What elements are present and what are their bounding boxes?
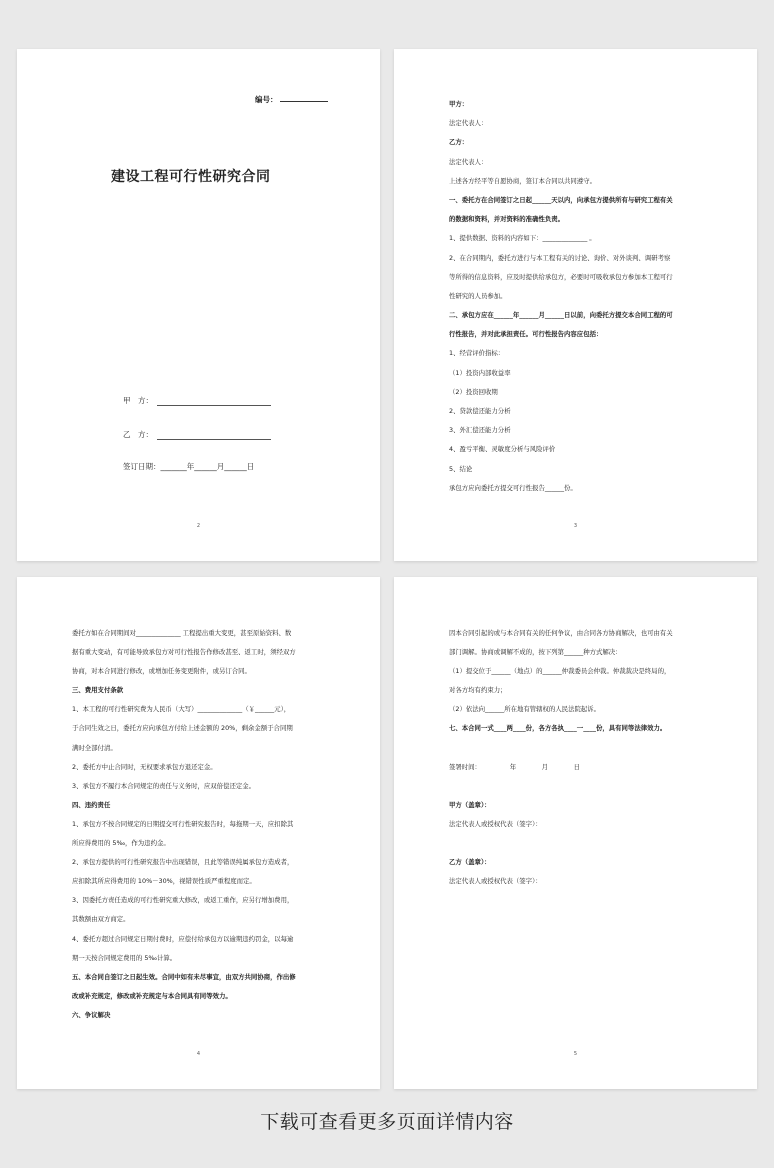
text-line: 3、外汇偿还能力分析 <box>449 426 511 435</box>
text-line: 一、委托方在合同签订之日起______天以内，向承包方提供所有与研究工程有关 <box>449 195 673 204</box>
text-line: 3、承包方不履行本合同规定的责任与义务时，应双倍偿还定金。 <box>72 781 256 790</box>
page-number: 3 <box>573 523 578 529</box>
text-line: 甲方： <box>449 100 469 108</box>
text-line: 2、承包方提供的可行性研究报告中出现错误，且此等错误纯属承包方造成者， <box>72 858 294 867</box>
text-line: 委托方如在合同期间对______________ 工程提出重大变更，甚至原始资料、数 <box>72 629 292 637</box>
text-line: 三、费用支付条款 <box>72 686 124 695</box>
text-line: 于合同生效之日，委托方应向承包方付给上述金额的 20%，剩余金额于合同期 <box>72 724 293 733</box>
text-line: 2、委托方中止合同时，无权要求承包方退还定金。 <box>72 762 217 771</box>
text-line: 签署时间： 年 月 日 <box>449 762 581 771</box>
page-number: 4 <box>196 1051 201 1057</box>
text-line: 4、盈亏平衡、灵敏度分析与风险评价 <box>449 445 556 454</box>
party-a-blank <box>157 397 271 406</box>
text-line: 甲方（盖章）： <box>449 800 491 809</box>
text-line: 五、本合同自签订之日起生效。合同中如有未尽事宜，由双方共同协商，作出修 <box>72 972 296 981</box>
contract-number-blank <box>280 94 328 102</box>
text-line: 的数据和资料，并对资料的准确性负责。 <box>449 215 565 224</box>
text-line: （1）提交位于______（地点）的______仲裁委员会仲裁。仲裁裁决是终局的， <box>449 667 671 676</box>
text-line: 协商，对本合同进行修改，或增加任务变更附件，或另订合同。 <box>72 667 251 676</box>
party-b-blank <box>157 431 271 440</box>
text-line: 乙方： <box>449 138 469 147</box>
contract-title: 建设工程可行性研究合同 <box>111 169 271 185</box>
document-page-5 <box>394 577 757 1089</box>
text-line: 据有重大变动，有可能导致承包方对可行性报告作修改甚至、返工时，须经双方 <box>72 648 296 657</box>
text-line: 因本合同引起的或与本合同有关的任何争议，由合同各方协商解决，也可由有关 <box>449 629 673 637</box>
text-line: 满时全部付清。 <box>72 743 117 752</box>
text-line: 法定代表人或授权代表（签字）： <box>449 819 542 828</box>
text-line: 1、承包方不按合同规定的日期提交可行性研究报告时，每拖期一天，应扣除其 <box>72 819 294 828</box>
text-line: 法定代表人： <box>449 157 488 166</box>
text-line: 四、违约责任 <box>72 800 111 809</box>
party-a-field <box>123 395 271 406</box>
page-body <box>72 624 325 1025</box>
page-body <box>449 95 702 498</box>
download-more-banner[interactable]: 下载可查看更多页面详情内容 <box>260 1111 514 1133</box>
page-number: 5 <box>573 1051 578 1057</box>
document-page-2 <box>17 49 380 561</box>
text-line: 等所得的信息资料，应及时提供给承包方，必要时可吸收承包方参加本工程可行 <box>449 272 673 281</box>
text-line: 二、承包方应在______年______月______日以前，向委托方提交本合同工程的可 <box>449 311 673 320</box>
text-line <box>449 777 702 796</box>
text-line: 2、在合同期内，委托方进行与本工程有关的讨论、询价、对外谈判、调研考察 <box>449 253 671 262</box>
text-line: 3、因委托方责任造成的可行性研究重大修改，或返工重作，应另行增加费用， <box>72 896 294 905</box>
contract-number-label: 编号： <box>255 95 278 104</box>
text-line <box>449 739 702 758</box>
document-page-4 <box>17 577 380 1089</box>
text-line: 所应得费用的 5‰，作为违约金。 <box>72 839 170 848</box>
text-line: 性研究的人员参加。 <box>449 291 507 300</box>
text-line: 期一天按合同规定费用的 5‰计算。 <box>72 953 177 962</box>
text-line: 乙方（盖章）： <box>449 858 491 867</box>
party-b-label: 乙 方： <box>123 430 153 439</box>
text-line: 改或补充规定，修改或补充规定与本合同具有同等效力。 <box>72 991 232 1000</box>
page-body <box>449 624 702 891</box>
text-line: 4、委托方超过合同规定日期付费时，应偿付给承包方以逾期违约罚金，以每逾 <box>72 934 294 943</box>
text-line: 行性报告，并对此承担责任。可行性报告内容应包括： <box>449 330 603 339</box>
text-line: 1、经营评价指标： <box>449 349 505 358</box>
text-line: 应扣除其所应得费用的 10%－30%，视错误性质严重程度而定。 <box>72 877 256 886</box>
sign-date: 签订日期：_______年______月______日 <box>123 462 255 471</box>
text-line: 七、本合同一式____两____份，各方各执____一____份，具有同等法律效力。 <box>449 724 667 733</box>
contract-number <box>255 94 328 105</box>
text-line: （2）投资回收期 <box>449 387 498 396</box>
party-a-label: 甲 方： <box>123 396 153 405</box>
text-line: 六、争议解决 <box>72 1010 111 1019</box>
page-number: 2 <box>196 523 201 529</box>
text-line: 法定代表人或授权代表（签字）： <box>449 877 542 886</box>
text-line: （1）投资内部收益率 <box>449 368 511 377</box>
text-line <box>449 834 702 853</box>
text-line: 2、贷款偿还能力分析 <box>449 407 511 415</box>
party-b-field <box>123 429 271 440</box>
text-line: 对各方均有约束力； <box>449 686 507 695</box>
text-line: 上述各方经平等自愿协商，签订本合同以共同遵守。 <box>449 176 596 185</box>
text-line: 1、本工程的可行性研究费为人民币（大写）______________（￥______元）， <box>72 705 291 714</box>
text-line: （2）依法向______所在地有管辖权的人民法院起诉。 <box>449 705 601 714</box>
text-line: 1、提供数据、资料的内容如下：______________ 。 <box>449 234 596 243</box>
text-line: 部门调解。协商或调解不成的，按下列第______种方式解决： <box>449 648 622 657</box>
text-line: 法定代表人： <box>449 119 488 128</box>
text-line: 5、结论 <box>449 464 473 473</box>
document-page-3 <box>394 49 757 561</box>
text-line: 其数额由双方商定。 <box>72 915 130 924</box>
text-line: 承包方应向委托方提交可行性报告______份。 <box>449 483 577 492</box>
